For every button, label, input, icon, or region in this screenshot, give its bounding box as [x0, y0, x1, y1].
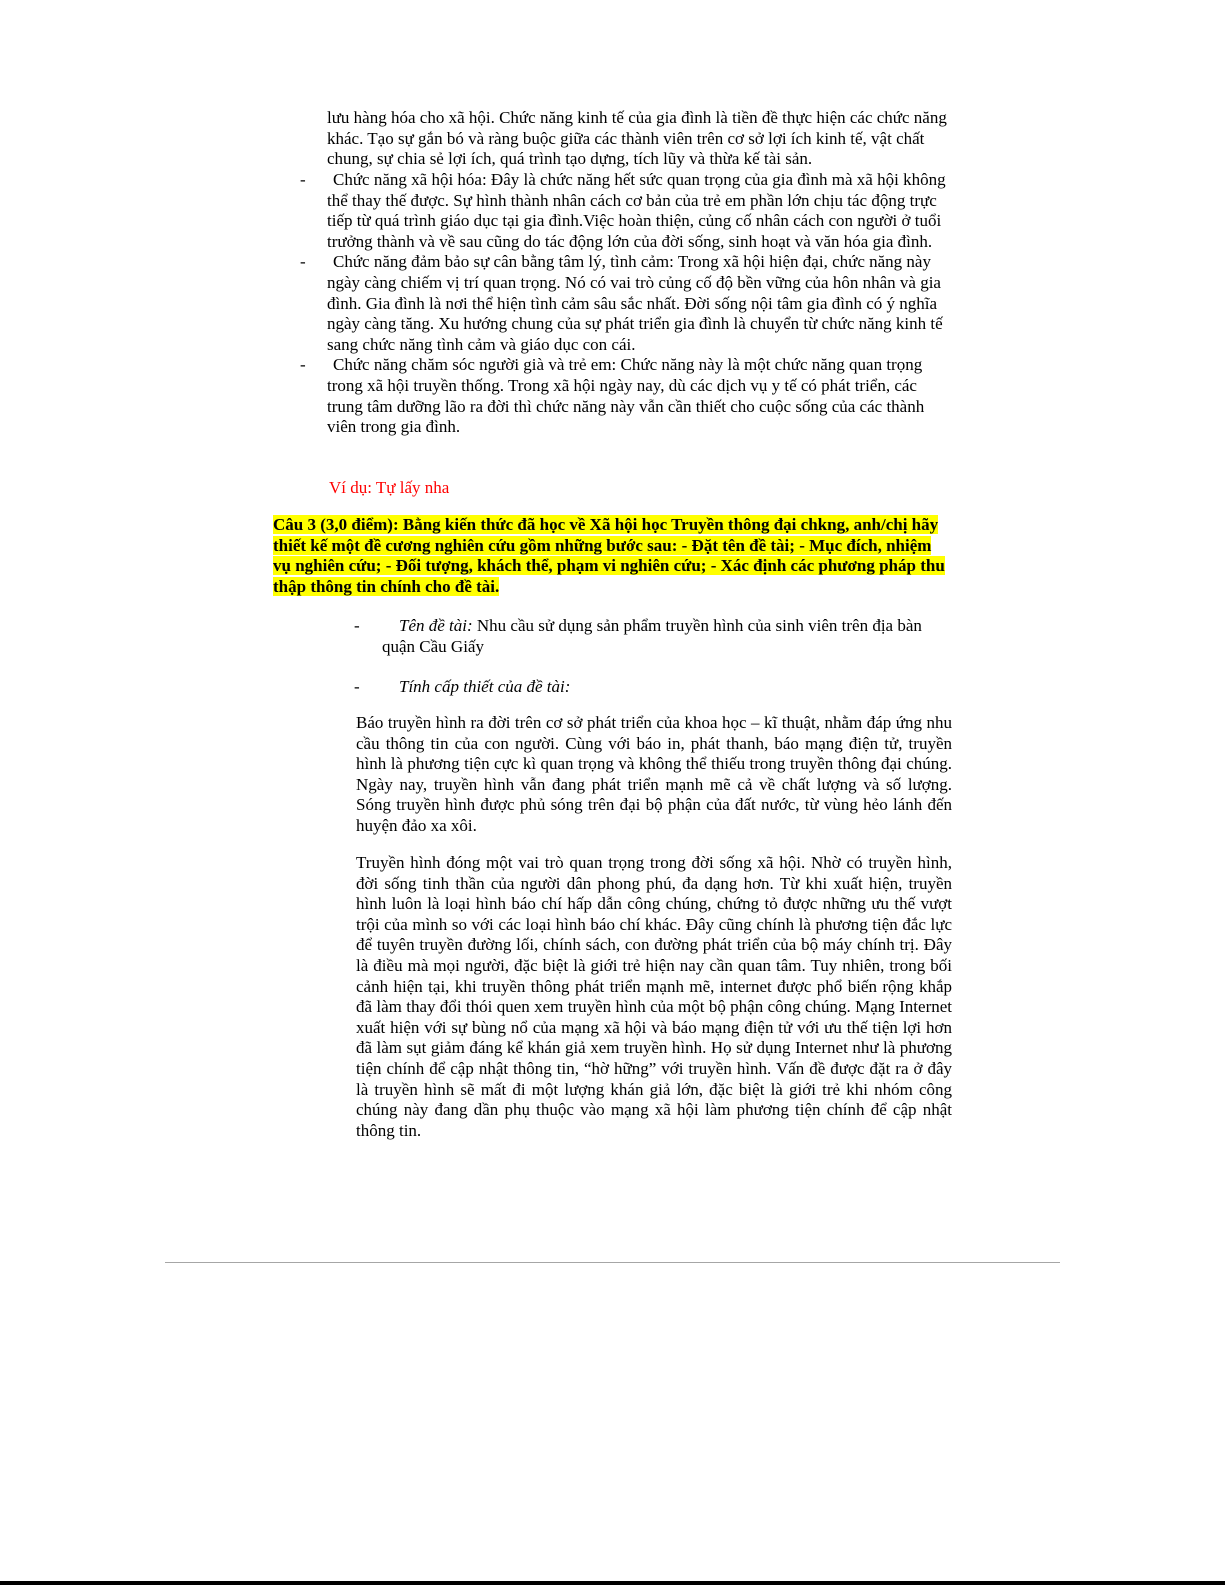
- bullet-dash: -: [300, 170, 306, 189]
- body-paragraph-2: Truyền hình đóng một vai trò quan trọng trong đời sống xã hội. Nhờ có truyền hình, đời sống tinh thần của người dân phong phú, đa dạng hơn. Từ khi xuất hiện, truyền hình luôn là loại hình báo chí hấp dẫn công chúng, chứng tỏ được những ưu thế vượt trội của mình so với các loại hình báo chí khác. Đây cũng chính là phương tiện đắc lực để tuyên truyền đường lối, chính sách, con đường phát triển của bộ máy chính trị. Đây là điều mà mọi người, đặc biệt là giới trẻ hiện nay cần quan tâm. Tuy nhiên, trong bối cảnh hiện tại, khi truyền thông phát triển mạnh mẽ, internet được phổ biến rộng khắp đã làm thay đổi thói quen xem truyền hình của một bộ phận công chúng. Mạng Internet xuất hiện với sự bùng nổ của mạng xã hội và báo mạng điện tử với ưu thế tiện lợi hơn đã làm sụt giảm đáng kể khán giả xem truyền hình. Họ sử dụng Internet như là phương tiện chính để cập nhật thông tin, “hờ hững” với truyền hình. Vấn đề được đặt ra ở đây là truyền hình sẽ mất đi một lượng khán giả lớn, đặc biệt là giới trẻ khi nhóm công chúng này đang dần phụ thuộc vào mạng xã hội làm phương tiện chính để cập nhật thông tin.: [356, 853, 952, 1140]
- question-heading: [273, 515, 951, 597]
- topic-item: [382, 616, 944, 657]
- continuation-paragraph: lưu hàng hóa cho xã hội. Chức năng kinh tế của gia đình là tiền đề thực hiện các chức năng khác. Tạo sự gắn bó và ràng buộc giữa các thành viên trên cơ sở lợi ích kinh tế, vật chất chung, sự chia sẻ lợi ích, quá trình tạo dựng, tích lũy và thừa kế tài sản.: [327, 108, 947, 169]
- bottom-edge: [0, 1581, 1225, 1585]
- example-note: Ví dụ: Tự lấy nha: [329, 478, 450, 497]
- question-highlight: Câu 3 (3,0 điểm): Bằng kiến thức đã học về Xã hội học Truyền thông đại chkng, anh/chị hãy thiết kế một đề cương nghiên cứu gồm những bước sau: - Đặt tên đề tài; - Mục đích, nhiệm vụ nghiên cứu; - Đối tượng, khách thể, phạm vi nghiên cứu; - Xác định các phương pháp thu thập thông tin chính cho đề tài.: [273, 515, 945, 596]
- body-paragraph-1: Báo truyền hình ra đời trên cơ sở phát triển của khoa học – kĩ thuật, nhằm đáp ứng nhu cầu thông tin của con người. Cùng với báo in, phát thanh, báo mạng điện tử, truyền hình là phương tiện cực kì quan trọng và không thể thiếu trong truyền thông đại chúng. Ngày nay, truyền hình vẫn đang phát triển mạnh mẽ cả về chất lượng và số lượng. Sóng truyền hình được phủ sóng trên đại bộ phận của đất nước, từ vùng hẻo lánh đến huyện đảo xa xôi.: [356, 713, 952, 835]
- list-item: [354, 616, 944, 657]
- list-item: [300, 355, 947, 437]
- function-bullet-list: [300, 170, 947, 438]
- list-item: [300, 252, 947, 355]
- urgency-item: [382, 677, 944, 698]
- outline-list: [354, 616, 944, 718]
- page-divider: [165, 1262, 1060, 1263]
- topic-label: Tên đề tài:: [399, 616, 473, 635]
- topic-value: Nhu cầu sử dụng sản phẩm truyền hình của sinh viên trên địa bàn quận Cầu Giấy: [382, 616, 922, 656]
- bullet-dash: -: [354, 677, 360, 697]
- bullet-dash: -: [300, 252, 306, 272]
- bullet-dash: -: [300, 355, 306, 375]
- list-item: [300, 170, 947, 252]
- bullet-text: Chức năng đảm bảo sự cân bằng tâm lý, tình cảm: Trong xã hội hiện đại, chức năng này ngày càng chiếm vị trí quan trọng. Nó có vai trò củng cố độ bền vững của hôn nhân và gia đình. Gia đình là nơi thể hiện tình cảm sâu sắc nhất. Đời sống nội tâm gia đình có ý nghĩa ngày càng tăng. Xu hướng chung của sự phát triển gia đình là chuyển từ chức năng kinh tế sang chức năng tình cảm và giáo dục con cái.: [327, 252, 943, 354]
- list-item: [354, 677, 944, 698]
- bullet-text: Chức năng chăm sóc người già và trẻ em: Chức năng này là một chức năng quan trọng trong xã hội truyền thống. Trong xã hội ngày nay, dù các dịch vụ y tế có phát triển, các trung tâm dưỡng lão ra đời thì chức năng này vẫn cần thiết cho cuộc sống của các thành viên trong gia đình.: [327, 355, 925, 437]
- bullet-dash: -: [354, 616, 360, 635]
- urgency-label: Tính cấp thiết của đề tài:: [399, 677, 571, 697]
- bullet-text: Chức năng xã hội hóa: Đây là chức năng hết sức quan trọng của gia đình mà xã hội không thể thay thế được. Sự hình thành nhân cách cơ bản của trẻ em phần lớn chịu tác động trực tiếp từ quá trình giáo dục tại gia đình.Việc hoàn thiện, củng cố nhân cách con người ở tuổi trưởng thành và về sau cũng do tác động lớn của đời sống, sinh hoạt và văn hóa gia đình.: [327, 170, 946, 251]
